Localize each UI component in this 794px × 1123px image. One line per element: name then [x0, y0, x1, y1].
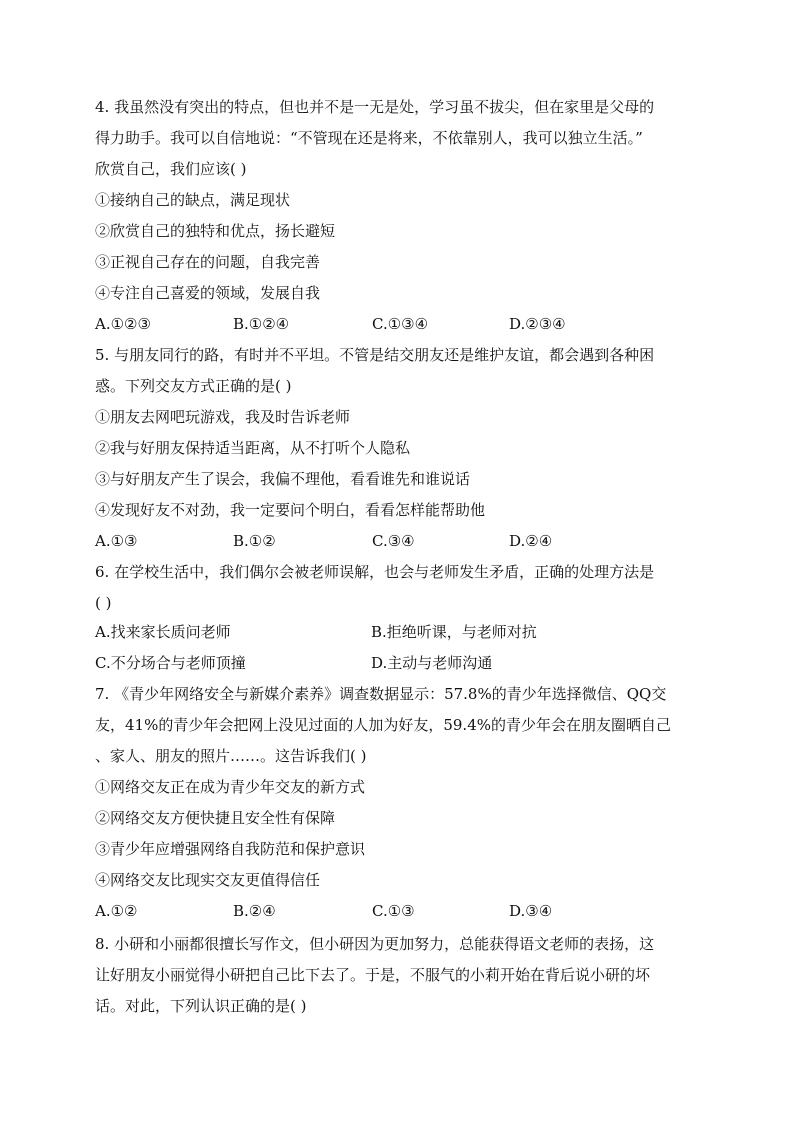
q8-stem-line-1: 8. 小研和小丽都很擅长写作文，但小研因为更加努力，总能获得语文老师的表扬，这: [95, 935, 655, 953]
q5-stem-line-2: 惑。下列交友方式正确的是( ): [95, 377, 292, 395]
q4-statement-1: ①接纳自己的缺点，满足现状: [95, 191, 291, 209]
q6-option-d[interactable]: D.主动与老师沟通: [371, 654, 493, 672]
q5-options: [95, 530, 699, 552]
q6-option-c[interactable]: C.不分场合与老师顶撞: [95, 654, 246, 672]
q5-stem-line-1: 5. 与朋友同行的路，有时并不平坦。不管是结交朋友还是维护友谊，都会遇到各种困: [95, 346, 655, 364]
q5-statement-2: ②我与好朋友保持适当距离，从不打听个人隐私: [95, 439, 411, 457]
q5-option-a[interactable]: A.①③: [95, 532, 138, 550]
q7-statement-3: ③青少年应增强网络自我防范和保护意识: [95, 840, 366, 858]
q4-option-b[interactable]: B.①②④: [233, 315, 290, 333]
q5-statement-1: ①朋友去网吧玩游戏，我及时告诉老师: [95, 408, 351, 426]
q7-stem-line-1: 7. 《青少年网络安全与新媒介素养》调查数据显示：57.8%的青少年选择微信、QQ交: [95, 685, 667, 703]
q7-stem-line-2: 友，41%的青少年会把网上没见过面的人加为好友，59.4%的青少年会在朋友圈晒自己: [95, 716, 671, 734]
q4-option-a[interactable]: A.①②③: [95, 315, 151, 333]
q4-stem-line-2: 得力助手。我可以自信地说：“不管现在还是将来，不依靠别人，我可以独立生活。”: [95, 129, 643, 147]
q8-stem-line-3: 话。对此，下列认识正确的是( ): [95, 997, 307, 1015]
q7-option-c[interactable]: C.①③: [372, 902, 415, 920]
q6-stem-line-1: 6. 在学校生活中，我们偶尔会被老师误解，也会与老师发生矛盾，正确的处理方法是: [95, 563, 655, 581]
q7-option-b[interactable]: B.②④: [233, 902, 276, 920]
q4-option-d[interactable]: D.②③④: [509, 315, 566, 333]
q4-options: [95, 313, 699, 335]
q4-stem-line-1: 4. 我虽然没有突出的特点，但也并不是一无是处，学习虽不拔尖，但在家里是父母的: [95, 98, 655, 116]
q4-statement-2: ②欣赏自己的独特和优点，扬长避短: [95, 222, 336, 240]
q5-option-b[interactable]: B.①②: [233, 532, 276, 550]
q6-stem-line-2: ( ): [95, 594, 112, 612]
q4-option-c[interactable]: C.①③④: [372, 315, 429, 333]
q6-option-b[interactable]: B.拒绝听课，与老师对抗: [371, 623, 537, 641]
q8-stem-line-2: 让好朋友小丽觉得小研把自己比下去了。于是，不服气的小莉开始在背后说小研的坏: [95, 966, 651, 984]
q4-statement-4: ④专注自己喜爱的领域，发展自我: [95, 284, 321, 302]
q7-statement-1: ①网络交友正在成为青少年交友的新方式: [95, 778, 366, 796]
q6-option-a[interactable]: A.找来家长质问老师: [95, 623, 231, 641]
q7-options: [95, 900, 699, 922]
q7-statement-4: ④网络交友比现实交友更值得信任: [95, 871, 321, 889]
q5-statement-4: ④发现好友不对劲，我一定要问个明白，看看怎样能帮助他: [95, 501, 486, 519]
q5-option-c[interactable]: C.③④: [372, 532, 415, 550]
q4-statement-3: ③正视自己存在的问题，自我完善: [95, 253, 321, 271]
q7-option-d[interactable]: D.③④: [509, 902, 553, 920]
q7-statement-2: ②网络交友方便快捷且安全性有保障: [95, 809, 336, 827]
q5-statement-3: ③与好朋友产生了误会，我偏不理他，看看谁先和谁说话: [95, 470, 471, 488]
q5-option-d[interactable]: D.②④: [509, 532, 553, 550]
q6-options-row-1: [95, 621, 699, 643]
q7-stem-line-3: 、家人、朋友的照片……。这告诉我们( ): [95, 747, 367, 765]
q4-stem-line-3: 欣赏自己，我们应该( ): [95, 160, 247, 178]
q7-option-a[interactable]: A.①②: [95, 902, 138, 920]
q6-options-row-2: [95, 652, 699, 674]
